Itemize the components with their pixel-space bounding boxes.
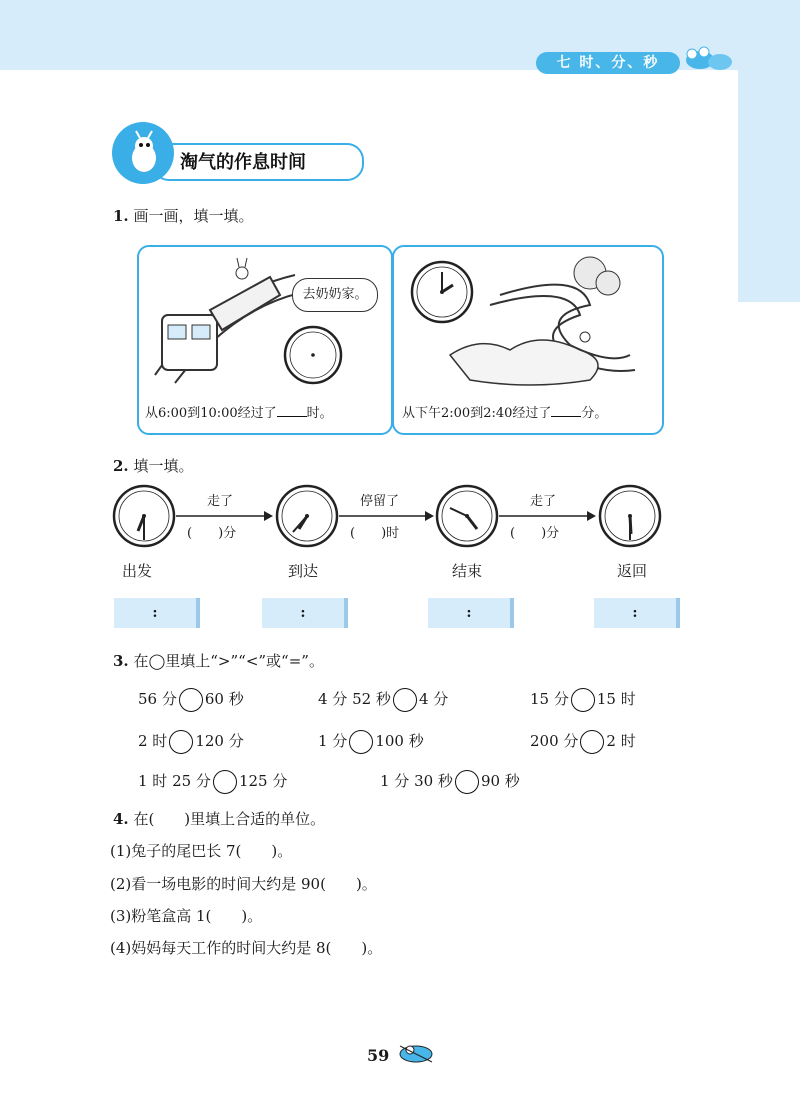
q4-text: 在( )里填上合适的单位。 <box>133 810 326 828</box>
q1-left-caption <box>145 402 333 421</box>
time-box-arrive[interactable]: : <box>262 598 348 628</box>
q4-item-2[interactable]: (2)看一场电影的时间大约是 90( )。 <box>110 875 377 893</box>
clock-arrival-icon <box>275 484 339 548</box>
bee-plane-icon <box>396 1040 436 1066</box>
compare-left: 15 分 <box>530 690 569 708</box>
speech-bubble: 去奶奶家。 <box>292 278 378 312</box>
compare-item <box>318 730 424 754</box>
slide-illustration <box>440 255 640 395</box>
q3-heading <box>113 650 324 671</box>
compare-right: 90 秒 <box>480 772 520 790</box>
q4-number: 4. <box>113 810 129 828</box>
compare-item <box>138 688 244 712</box>
compare-right: 120 分 <box>195 732 244 750</box>
arrow-2-bottom[interactable]: ( )时 <box>350 526 400 541</box>
caption-text: 从下午2:00到2:40经过了 <box>402 406 552 421</box>
caption-unit: 分。 <box>581 406 608 421</box>
train-illustration <box>150 255 300 390</box>
compare-circle[interactable] <box>349 730 373 754</box>
section-title: 淘气的作息时间 <box>180 152 306 173</box>
q4-heading <box>113 808 325 829</box>
caption-text: 从6:00到10:00经过了 <box>145 406 277 421</box>
q2-number: 2. <box>113 457 129 475</box>
compare-circle[interactable] <box>213 770 237 794</box>
arrow-2-top: 停留了 <box>360 494 400 509</box>
compare-item <box>138 770 287 794</box>
compare-left: 4 分 52 秒 <box>318 690 391 708</box>
q1-heading <box>113 205 253 226</box>
compare-circle[interactable] <box>455 770 479 794</box>
compare-item <box>530 688 636 712</box>
compare-right: 125 分 <box>238 772 288 790</box>
arrow-3-top: 走了 <box>530 494 557 509</box>
compare-circle[interactable] <box>571 688 595 712</box>
compare-item <box>380 770 520 794</box>
page-number: 59 <box>367 1046 390 1065</box>
answer-blank[interactable] <box>277 404 307 417</box>
blank-clock-icon[interactable] <box>283 325 343 385</box>
compare-circle[interactable] <box>179 688 203 712</box>
compare-circle[interactable] <box>393 688 417 712</box>
compare-circle[interactable] <box>169 730 193 754</box>
q2-heading <box>113 455 193 476</box>
compare-left: 56 分 <box>138 690 177 708</box>
stage-end: 结束 <box>452 562 483 580</box>
stage-return: 返回 <box>617 562 648 580</box>
chapter-label: 七 时、分、秒 <box>536 52 680 74</box>
compare-left: 1 时 25 分 <box>138 772 211 790</box>
clock-return-icon <box>598 484 662 548</box>
caption-unit: 时。 <box>306 406 333 421</box>
compare-left: 2 时 <box>138 732 168 750</box>
answer-blank[interactable] <box>551 404 581 417</box>
compare-item <box>138 730 244 754</box>
compare-right: 2 时 <box>606 732 636 750</box>
q3-number: 3. <box>113 652 129 670</box>
compare-right: 60 秒 <box>204 690 244 708</box>
time-box-return[interactable]: : <box>594 598 680 628</box>
stage-arrive: 到达 <box>288 562 319 580</box>
clock-end-icon <box>435 484 499 548</box>
q2-text: 填一填。 <box>133 457 194 475</box>
side-band <box>738 70 800 302</box>
compare-right: 4 分 <box>418 690 449 708</box>
q1-right-caption <box>402 402 607 421</box>
arrow-1-bottom[interactable]: ( )分 <box>187 526 237 541</box>
q4-item-3[interactable]: (3)粉笔盒高 1( )。 <box>110 907 263 925</box>
compare-item <box>530 730 636 754</box>
q4-item-4[interactable]: (4)妈妈每天工作的时间大约是 8( )。 <box>110 939 383 957</box>
arrow-3-bottom[interactable]: ( )分 <box>510 526 560 541</box>
clock-departure-icon <box>112 484 176 548</box>
compare-left: 1 分 30 秒 <box>380 772 453 790</box>
time-box-end[interactable]: : <box>428 598 514 628</box>
arrow-1-top: 走了 <box>207 494 234 509</box>
q1-text: 画一画，填一填。 <box>133 207 254 225</box>
compare-item <box>318 688 448 712</box>
bee-mascot-icon <box>680 44 740 74</box>
q4-item-1[interactable]: (1)兔子的尾巴长 7( )。 <box>110 842 293 860</box>
compare-right: 15 时 <box>596 690 636 708</box>
compare-circle[interactable] <box>580 730 604 754</box>
q3-text: 在◯里填上“>”“<”或“=”。 <box>133 652 324 670</box>
time-box-depart[interactable]: : <box>114 598 200 628</box>
q1-number: 1. <box>113 207 129 225</box>
stage-depart: 出发 <box>122 562 153 580</box>
bee-icon <box>118 128 170 180</box>
compare-left: 1 分 <box>318 732 348 750</box>
compare-right: 100 秒 <box>375 732 424 750</box>
compare-left: 200 分 <box>530 732 579 750</box>
